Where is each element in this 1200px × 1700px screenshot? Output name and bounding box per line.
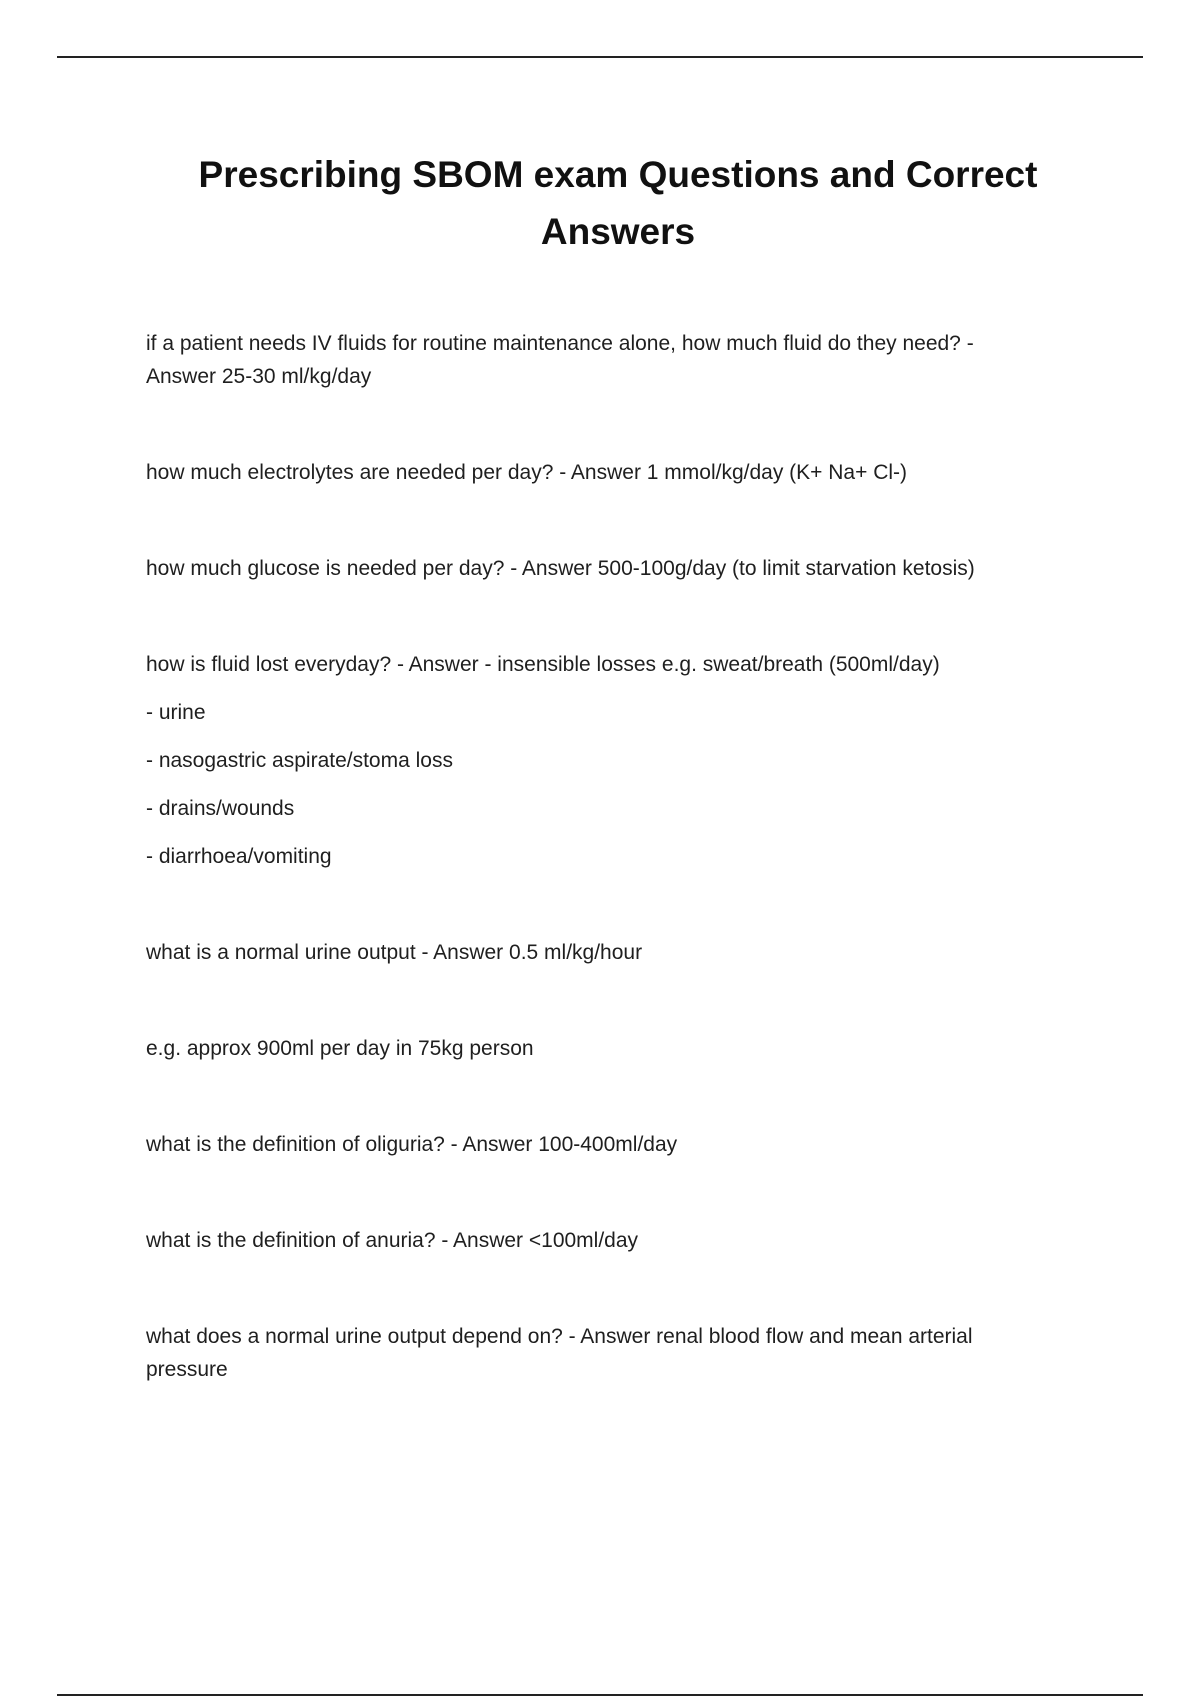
bottom-rule xyxy=(57,1694,1143,1696)
qa-text: what is the definition of oliguria? - Answer 100-400ml/day xyxy=(146,1133,678,1156)
qa-text: e.g. approx 900ml per day in 75kg person xyxy=(146,1037,534,1060)
top-rule xyxy=(57,56,1143,58)
qa-item xyxy=(146,1032,1046,1065)
qa-item xyxy=(146,1128,1046,1161)
page-title xyxy=(150,146,1086,260)
qa-text: if a patient needs IV fluids for routine maintenance alone, how much fluid do they need? - xyxy=(146,332,974,355)
qa-item xyxy=(146,327,1046,393)
list-item: - urine xyxy=(146,701,206,724)
title-line-2: Answers xyxy=(540,211,696,252)
list-item: - nasogastric aspirate/stoma loss xyxy=(146,749,453,772)
qa-item xyxy=(146,552,1046,585)
qa-item xyxy=(146,648,1046,873)
title-line-1: Prescribing SBOM exam Questions and Correct xyxy=(198,154,1038,195)
qa-item xyxy=(146,456,1046,489)
qa-text: how much glucose is needed per day? - Answer 500-100g/day (to limit starvation ketosis) xyxy=(146,557,975,580)
qa-text: what is the definition of anuria? - Answer <100ml/day xyxy=(146,1229,639,1252)
qa-list xyxy=(146,327,1046,1449)
qa-text: what is a normal urine output - Answer 0.5 ml/kg/hour xyxy=(146,941,643,964)
qa-text: pressure xyxy=(146,1358,228,1381)
qa-text: how much electrolytes are needed per day? - Answer 1 mmol/kg/day (K+ Na+ Cl-) xyxy=(146,461,908,484)
qa-text: how is fluid lost everyday? - Answer - insensible losses e.g. sweat/breath (500ml/day) xyxy=(146,653,940,676)
answer-sub-list xyxy=(146,696,1046,873)
qa-text: what does a normal urine output depend on? - Answer renal blood flow and mean arterial xyxy=(146,1325,973,1348)
list-item: - diarrhoea/vomiting xyxy=(146,845,332,868)
qa-item xyxy=(146,1320,1046,1386)
qa-text: Answer 25-30 ml/kg/day xyxy=(146,365,372,388)
qa-item xyxy=(146,936,1046,969)
qa-item xyxy=(146,1224,1046,1257)
list-item: - drains/wounds xyxy=(146,797,295,820)
